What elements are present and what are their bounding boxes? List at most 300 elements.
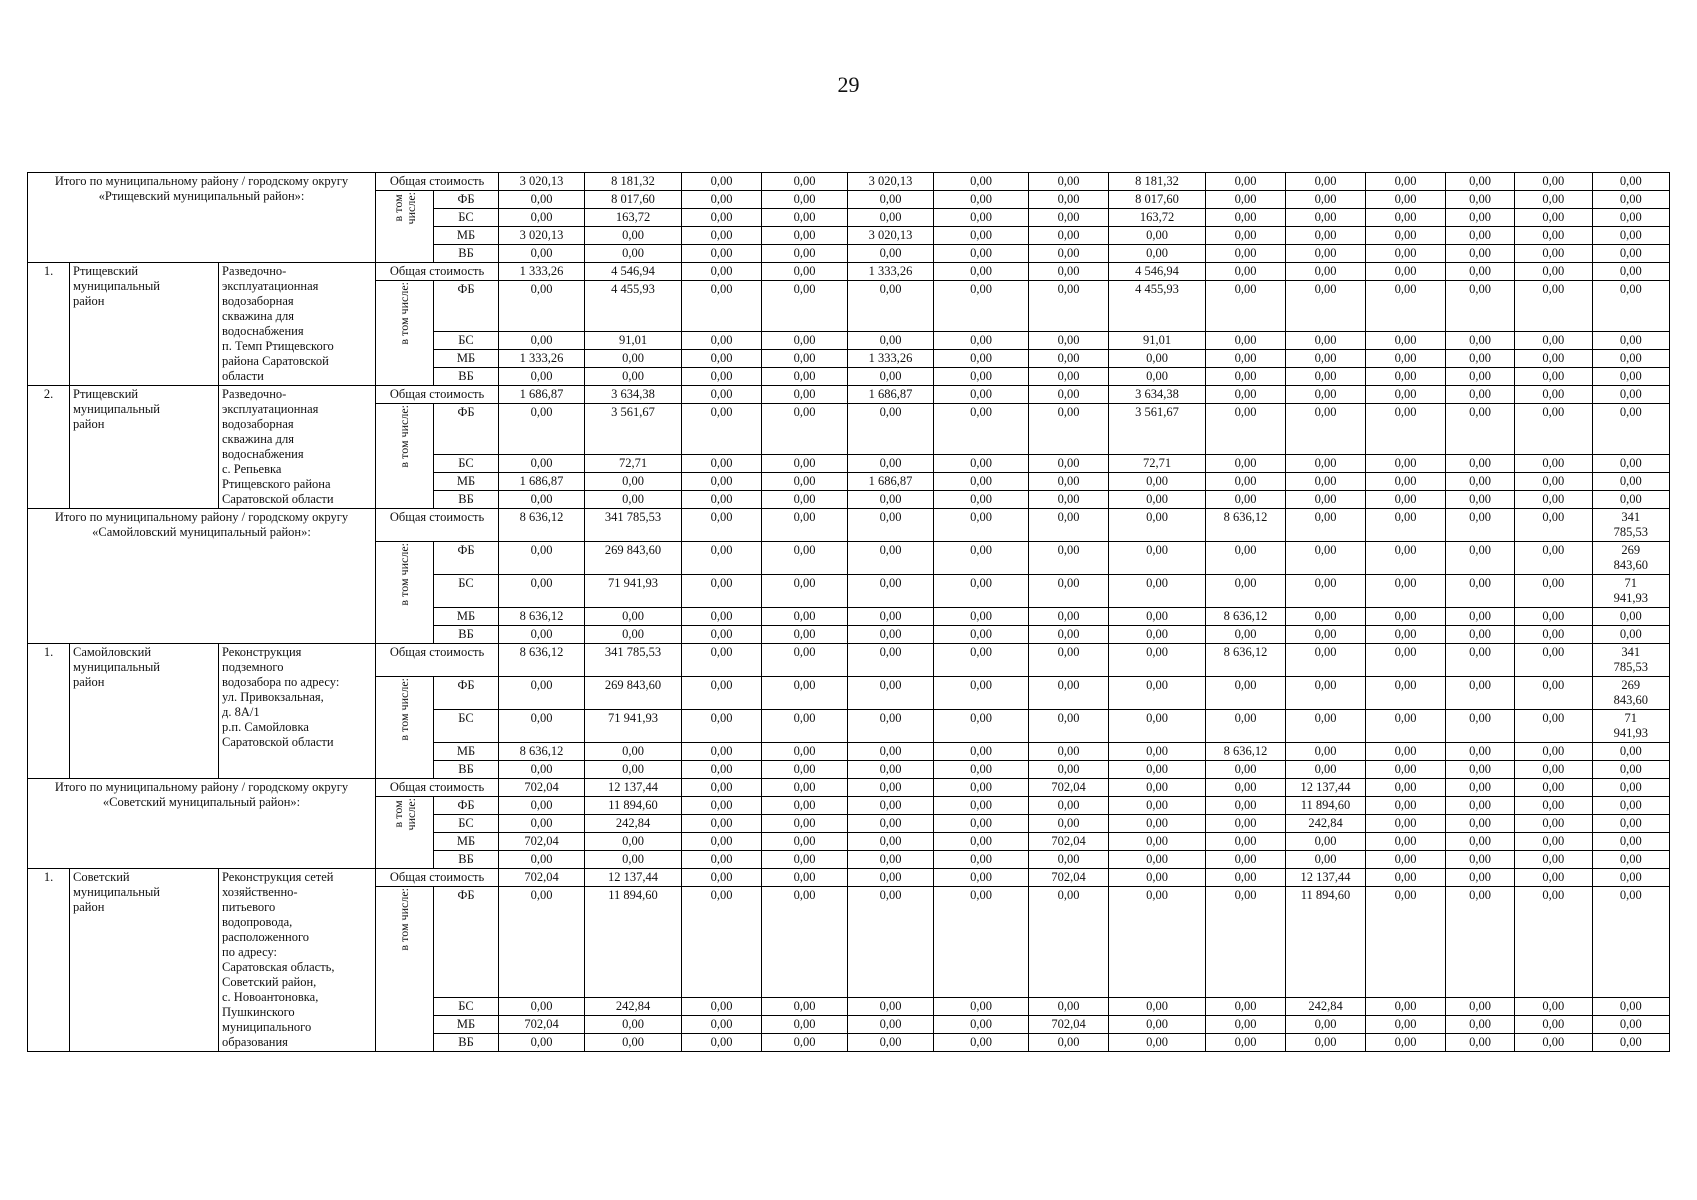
value-cell: 0,00 [682,710,762,743]
value-cell: 1 333,26 [499,263,585,281]
value-cell: 0,00 [934,350,1029,368]
value-cell: 0,00 [934,869,1029,887]
value-cell: 0,00 [1029,815,1109,833]
value-cell: 0,00 [1206,209,1286,227]
value-cell: 0,00 [1286,644,1366,677]
value-cell: 0,00 [585,761,682,779]
value-cell: 0,00 [682,608,762,626]
value-cell: 0,00 [1592,263,1670,281]
value-cell: 0,00 [934,404,1029,455]
value-cell: 0,00 [762,491,848,509]
including-label-cell [376,542,434,644]
value-cell: 0,00 [1029,575,1109,608]
item-number: 1. [28,869,70,1052]
value-cell: 0,00 [1515,815,1592,833]
value-cell: 0,00 [1592,869,1670,887]
value-cell: 91,01 [585,332,682,350]
value-cell: 1 686,87 [499,473,585,491]
group-title: Итого по муниципальному району / городскому округу «Ртищевский муниципальный район»: [28,173,376,263]
value-cell: 0,00 [1366,227,1446,245]
value-cell: 702,04 [499,1016,585,1034]
total-cost-label: Общая стоимость [376,869,499,887]
value-cell: 0,00 [1515,833,1592,851]
value-cell: 0,00 [585,245,682,263]
table-body [28,173,1670,1052]
fund-source: ФБ [434,404,499,455]
value-cell: 0,00 [848,779,934,797]
value-cell: 0,00 [1515,575,1592,608]
value-cell: 0,00 [1109,779,1206,797]
value-cell: 0,00 [934,191,1029,209]
value-cell: 0,00 [1286,1034,1366,1052]
value-cell: 0,00 [762,209,848,227]
value-cell: 0,00 [1366,368,1446,386]
value-cell: 0,00 [762,173,848,191]
value-cell: 12 137,44 [1286,779,1366,797]
value-cell: 0,00 [499,998,585,1016]
item-number: 2. [28,386,70,509]
value-cell: 0,00 [1446,350,1515,368]
value-cell: 0,00 [1029,350,1109,368]
total-cost-label: Общая стоимость [376,173,499,191]
value-cell: 0,00 [1366,998,1446,1016]
value-cell: 0,00 [682,575,762,608]
value-cell: 0,00 [1029,542,1109,575]
value-cell: 702,04 [1029,869,1109,887]
value-cell: 0,00 [934,542,1029,575]
value-cell: 269 843,60 [1592,677,1670,710]
value-cell: 0,00 [1286,263,1366,281]
value-cell: 0,00 [1206,491,1286,509]
value-cell: 0,00 [1029,404,1109,455]
value-cell: 0,00 [934,575,1029,608]
value-cell: 0,00 [499,626,585,644]
value-cell: 0,00 [1029,473,1109,491]
value-cell: 71 941,93 [1592,710,1670,743]
value-cell: 0,00 [1109,1016,1206,1034]
value-cell: 0,00 [499,797,585,815]
fund-source: ВБ [434,626,499,644]
value-cell: 0,00 [848,743,934,761]
value-cell: 0,00 [934,473,1029,491]
object-name: Разведочно- эксплуатационная водозаборная скважина для водоснабжения п. Темп Ртищевского района Саратовской области [219,263,376,386]
value-cell: 0,00 [1029,368,1109,386]
value-cell: 8 636,12 [1206,509,1286,542]
value-cell: 0,00 [934,1016,1029,1034]
value-cell: 0,00 [1109,542,1206,575]
value-cell: 0,00 [1446,851,1515,869]
group-total-row [28,173,1670,191]
fund-source: ВБ [434,761,499,779]
value-cell: 0,00 [1366,869,1446,887]
value-cell: 0,00 [1592,491,1670,509]
value-cell: 4 455,93 [1109,281,1206,332]
value-cell: 0,00 [1366,263,1446,281]
fund-source: ФБ [434,191,499,209]
value-cell: 0,00 [499,281,585,332]
value-cell: 0,00 [1206,263,1286,281]
value-cell: 702,04 [499,869,585,887]
including-label-cell [376,191,434,263]
value-cell: 0,00 [1446,833,1515,851]
value-cell: 0,00 [934,332,1029,350]
value-cell: 0,00 [848,1034,934,1052]
value-cell: 0,00 [1592,797,1670,815]
value-cell: 4 546,94 [1109,263,1206,281]
value-cell: 0,00 [1515,509,1592,542]
value-cell: 0,00 [1366,491,1446,509]
value-cell: 0,00 [762,761,848,779]
value-cell: 0,00 [1206,761,1286,779]
value-cell: 0,00 [1109,350,1206,368]
value-cell: 0,00 [1446,491,1515,509]
value-cell: 0,00 [682,281,762,332]
value-cell: 0,00 [848,869,934,887]
value-cell: 0,00 [848,404,934,455]
value-cell: 0,00 [1515,743,1592,761]
value-cell: 0,00 [682,404,762,455]
value-cell: 0,00 [762,608,848,626]
value-cell: 0,00 [1592,608,1670,626]
value-cell: 3 634,38 [585,386,682,404]
value-cell: 0,00 [585,608,682,626]
value-cell: 0,00 [1206,833,1286,851]
value-cell: 0,00 [762,998,848,1016]
value-cell: 0,00 [1206,575,1286,608]
value-cell: 0,00 [1366,710,1446,743]
value-cell: 8 636,12 [499,509,585,542]
value-cell: 0,00 [682,1016,762,1034]
value-cell: 0,00 [1592,1034,1670,1052]
value-cell: 0,00 [1592,191,1670,209]
value-cell: 0,00 [1286,761,1366,779]
value-cell: 0,00 [682,1034,762,1052]
value-cell: 8 017,60 [585,191,682,209]
value-cell: 0,00 [934,368,1029,386]
value-cell: 0,00 [1446,245,1515,263]
value-cell: 0,00 [1029,1034,1109,1052]
value-cell: 0,00 [1515,191,1592,209]
value-cell: 0,00 [682,833,762,851]
value-cell: 0,00 [848,245,934,263]
value-cell: 0,00 [762,227,848,245]
value-cell: 0,00 [682,779,762,797]
value-cell: 0,00 [1592,998,1670,1016]
value-cell: 242,84 [585,998,682,1016]
value-cell: 0,00 [1286,191,1366,209]
page-number: 29 [837,72,860,97]
value-cell: 702,04 [499,833,585,851]
value-cell: 0,00 [1515,386,1592,404]
value-cell: 0,00 [1109,833,1206,851]
value-cell: 0,00 [934,491,1029,509]
value-cell: 0,00 [1446,761,1515,779]
group-title: Итого по муниципальному району / городскому округу «Советский муниципальный район»: [28,779,376,869]
value-cell: 0,00 [1286,227,1366,245]
value-cell: 0,00 [1446,332,1515,350]
including-label: в том числе: [397,888,412,951]
value-cell: 0,00 [848,797,934,815]
value-cell: 0,00 [682,869,762,887]
value-cell: 0,00 [682,542,762,575]
including-label: в том числе: [397,543,412,606]
value-cell: 0,00 [1109,473,1206,491]
including-label-cell [376,797,434,869]
value-cell: 0,00 [762,473,848,491]
value-cell: 242,84 [585,815,682,833]
value-cell: 0,00 [1029,761,1109,779]
value-cell: 3 561,67 [1109,404,1206,455]
value-cell: 0,00 [848,710,934,743]
value-cell: 0,00 [1592,173,1670,191]
value-cell: 0,00 [682,191,762,209]
value-cell: 0,00 [934,761,1029,779]
group-total-row [28,509,1670,542]
value-cell: 0,00 [499,1034,585,1052]
value-cell: 0,00 [1029,797,1109,815]
value-cell: 0,00 [1109,608,1206,626]
value-cell: 0,00 [1029,509,1109,542]
value-cell: 0,00 [934,887,1029,998]
value-cell: 0,00 [1206,1016,1286,1034]
value-cell: 8 636,12 [1206,608,1286,626]
fund-source: МБ [434,473,499,491]
value-cell: 0,00 [1029,626,1109,644]
value-cell: 0,00 [1366,677,1446,710]
value-cell: 0,00 [682,455,762,473]
value-cell: 0,00 [762,281,848,332]
value-cell: 0,00 [1206,851,1286,869]
fund-source: МБ [434,1016,499,1034]
value-cell: 0,00 [1592,386,1670,404]
fund-source: МБ [434,608,499,626]
value-cell: 72,71 [585,455,682,473]
value-cell: 0,00 [1446,281,1515,332]
value-cell: 341 785,53 [585,509,682,542]
value-cell: 0,00 [1366,797,1446,815]
value-cell: 0,00 [499,761,585,779]
value-cell: 1 686,87 [848,473,934,491]
fund-source: БС [434,455,499,473]
value-cell: 0,00 [1286,575,1366,608]
value-cell: 12 137,44 [585,869,682,887]
value-cell: 0,00 [1109,677,1206,710]
group-total-row [28,869,1670,887]
item-number: 1. [28,644,70,779]
value-cell: 0,00 [1446,779,1515,797]
value-cell: 163,72 [585,209,682,227]
value-cell: 0,00 [934,851,1029,869]
value-cell: 0,00 [1446,473,1515,491]
value-cell: 8 636,12 [499,644,585,677]
value-cell: 0,00 [682,209,762,227]
value-cell: 0,00 [682,173,762,191]
value-cell: 0,00 [762,710,848,743]
value-cell: 4 455,93 [585,281,682,332]
value-cell: 0,00 [1366,386,1446,404]
value-cell: 0,00 [1109,869,1206,887]
value-cell: 71 941,93 [585,575,682,608]
value-cell: 0,00 [848,626,934,644]
value-cell: 0,00 [762,245,848,263]
value-cell: 0,00 [1446,998,1515,1016]
value-cell: 0,00 [1446,869,1515,887]
including-label-cell [376,887,434,1052]
value-cell: 0,00 [1446,815,1515,833]
value-cell: 0,00 [1592,626,1670,644]
value-cell: 0,00 [682,851,762,869]
value-cell: 0,00 [1592,350,1670,368]
value-cell: 0,00 [1592,332,1670,350]
value-cell: 0,00 [1029,608,1109,626]
total-cost-label: Общая стоимость [376,386,499,404]
value-cell: 0,00 [1029,281,1109,332]
value-cell: 0,00 [934,815,1029,833]
total-cost-label: Общая стоимость [376,263,499,281]
value-cell: 0,00 [934,677,1029,710]
value-cell: 0,00 [1366,851,1446,869]
value-cell: 0,00 [1446,797,1515,815]
value-cell: 4 546,94 [585,263,682,281]
value-cell: 0,00 [848,455,934,473]
value-cell: 0,00 [1366,815,1446,833]
value-cell: 0,00 [1206,227,1286,245]
value-cell: 0,00 [1109,368,1206,386]
value-cell: 0,00 [585,473,682,491]
value-cell: 0,00 [1515,491,1592,509]
value-cell: 8 636,12 [499,608,585,626]
value-cell: 0,00 [1446,743,1515,761]
value-cell: 0,00 [499,455,585,473]
value-cell: 0,00 [1592,833,1670,851]
value-cell: 0,00 [762,332,848,350]
value-cell: 0,00 [762,455,848,473]
value-cell: 0,00 [1029,887,1109,998]
value-cell: 0,00 [1206,797,1286,815]
value-cell: 0,00 [934,455,1029,473]
value-cell: 0,00 [848,608,934,626]
value-cell: 0,00 [1286,509,1366,542]
value-cell: 341 785,53 [585,644,682,677]
value-cell: 0,00 [848,851,934,869]
value-cell: 0,00 [1109,626,1206,644]
value-cell: 0,00 [682,998,762,1016]
value-cell: 0,00 [1366,245,1446,263]
value-cell: 0,00 [1446,386,1515,404]
value-cell: 0,00 [585,743,682,761]
value-cell: 0,00 [934,743,1029,761]
value-cell: 0,00 [1109,887,1206,998]
value-cell: 1 686,87 [499,386,585,404]
value-cell: 0,00 [1286,677,1366,710]
value-cell: 0,00 [585,368,682,386]
value-cell: 0,00 [934,1034,1029,1052]
value-cell: 0,00 [1206,245,1286,263]
group-total-row [28,386,1670,404]
value-cell: 0,00 [1206,626,1286,644]
value-cell: 0,00 [1515,209,1592,227]
value-cell: 0,00 [1109,1034,1206,1052]
value-cell: 0,00 [682,368,762,386]
including-label-cell [376,281,434,386]
value-cell: 0,00 [1366,350,1446,368]
value-cell: 11 894,60 [1286,797,1366,815]
value-cell: 0,00 [762,644,848,677]
total-cost-label: Общая стоимость [376,509,499,542]
including-label-cell [376,404,434,509]
value-cell: 1 333,26 [848,350,934,368]
value-cell: 0,00 [1515,173,1592,191]
value-cell: 0,00 [682,332,762,350]
value-cell: 0,00 [1206,998,1286,1016]
value-cell: 0,00 [499,710,585,743]
value-cell: 12 137,44 [1286,869,1366,887]
value-cell: 0,00 [682,509,762,542]
value-cell: 0,00 [499,245,585,263]
value-cell: 0,00 [1366,1034,1446,1052]
value-cell: 0,00 [1366,833,1446,851]
value-cell: 0,00 [1366,455,1446,473]
fund-source: ВБ [434,1034,499,1052]
value-cell: 0,00 [1109,815,1206,833]
value-cell: 0,00 [762,575,848,608]
value-cell: 0,00 [1592,209,1670,227]
value-cell: 0,00 [934,263,1029,281]
fund-source: БС [434,575,499,608]
value-cell: 0,00 [1446,887,1515,998]
value-cell: 0,00 [848,887,934,998]
value-cell: 0,00 [1515,869,1592,887]
value-cell: 8 017,60 [1109,191,1206,209]
value-cell: 0,00 [1206,281,1286,332]
value-cell: 11 894,60 [585,887,682,998]
value-cell: 0,00 [1286,173,1366,191]
value-cell: 0,00 [762,833,848,851]
value-cell: 0,00 [1029,209,1109,227]
value-cell: 0,00 [585,1034,682,1052]
value-cell: 0,00 [1206,542,1286,575]
value-cell: 0,00 [499,368,585,386]
value-cell: 0,00 [682,815,762,833]
value-cell: 0,00 [1515,644,1592,677]
value-cell: 242,84 [1286,815,1366,833]
value-cell: 0,00 [1286,710,1366,743]
value-cell: 0,00 [1366,887,1446,998]
value-cell: 11 894,60 [1286,887,1366,998]
value-cell: 702,04 [1029,1016,1109,1034]
value-cell: 0,00 [934,227,1029,245]
value-cell: 0,00 [762,626,848,644]
value-cell: 0,00 [1515,332,1592,350]
value-cell: 8 181,32 [585,173,682,191]
value-cell: 0,00 [1515,245,1592,263]
value-cell: 0,00 [1446,455,1515,473]
value-cell: 0,00 [1446,173,1515,191]
value-cell: 0,00 [1592,227,1670,245]
value-cell: 0,00 [1366,473,1446,491]
value-cell: 269 843,60 [585,677,682,710]
value-cell: 0,00 [1515,851,1592,869]
value-cell: 0,00 [1109,797,1206,815]
value-cell: 8 636,12 [1206,644,1286,677]
value-cell: 0,00 [1206,710,1286,743]
fund-source: ФБ [434,887,499,998]
value-cell: 1 686,87 [848,386,934,404]
value-cell: 0,00 [1206,350,1286,368]
value-cell: 269 843,60 [585,542,682,575]
value-cell: 0,00 [1515,1016,1592,1034]
value-cell: 0,00 [499,191,585,209]
